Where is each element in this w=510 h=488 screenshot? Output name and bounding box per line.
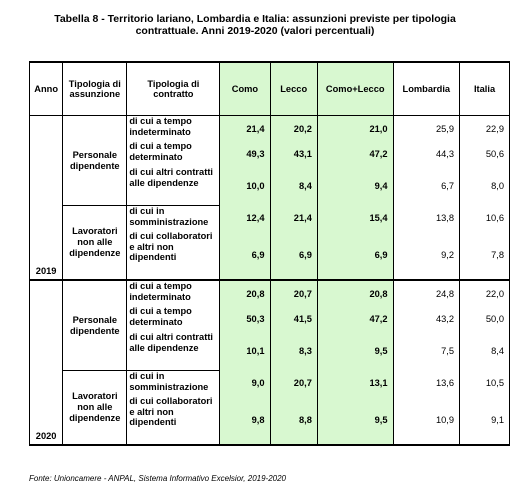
cell-lombardia: 6,7 bbox=[393, 167, 460, 206]
row-label: di cui in somministrazione bbox=[127, 206, 220, 232]
cell-como: 6,9 bbox=[220, 231, 270, 280]
row-label: di cui altri contratti alle dipendenze bbox=[127, 167, 220, 206]
group-cell: Personale dipendente bbox=[63, 116, 127, 206]
cell-como-lecco: 47,2 bbox=[317, 306, 393, 332]
cell-como-lecco: 9,5 bbox=[317, 332, 393, 371]
table-row bbox=[30, 116, 510, 142]
cell-italia: 22,9 bbox=[460, 116, 510, 142]
cell-lecco: 41,5 bbox=[270, 306, 317, 332]
cell-como: 12,4 bbox=[220, 206, 270, 232]
header-lombardia: Lombardia bbox=[393, 62, 460, 116]
row-label: di cui altri contratti alle dipendenze bbox=[127, 332, 220, 371]
cell-lombardia: 9,2 bbox=[393, 231, 460, 280]
table-title bbox=[0, 13, 510, 37]
header-como-lecco: Como+Lecco bbox=[317, 62, 393, 116]
data-table bbox=[29, 61, 510, 446]
table-title-line1: Tabella 8 - Territorio lariano, Lombardia e Italia: assunzioni previste per tipologia bbox=[54, 13, 456, 25]
source-note: Fonte: Unioncamere - ANPAL, Sistema Informativo Excelsior, 2019-2020 bbox=[29, 474, 287, 483]
row-label: di cui a tempo determinato bbox=[127, 141, 220, 167]
header-tipologia-assunzione: Tipologia di assunzione bbox=[63, 62, 127, 116]
header-row bbox=[30, 62, 510, 116]
header-tipologia-contratto: Tipologia di contratto bbox=[127, 62, 220, 116]
cell-lecco: 21,4 bbox=[270, 206, 317, 232]
cell-lecco: 20,2 bbox=[270, 116, 317, 142]
cell-como-lecco: 6,9 bbox=[317, 231, 393, 280]
cell-como: 10,0 bbox=[220, 167, 270, 206]
cell-lecco: 20,7 bbox=[270, 371, 317, 397]
cell-lecco: 8,8 bbox=[270, 396, 317, 445]
cell-como: 9,0 bbox=[220, 371, 270, 397]
year-cell: 2019 bbox=[30, 116, 63, 281]
cell-lecco: 8,4 bbox=[270, 167, 317, 206]
cell-como-lecco: 9,4 bbox=[317, 167, 393, 206]
cell-lecco: 8,3 bbox=[270, 332, 317, 371]
cell-lombardia: 7,5 bbox=[393, 332, 460, 371]
row-label: di cui in somministrazione bbox=[127, 371, 220, 397]
row-label: di cui a tempo indeterminato bbox=[127, 280, 220, 306]
cell-como: 9,8 bbox=[220, 396, 270, 445]
cell-lombardia: 43,2 bbox=[393, 306, 460, 332]
cell-italia: 7,8 bbox=[460, 231, 510, 280]
cell-lombardia: 24,8 bbox=[393, 280, 460, 306]
row-label: di cui a tempo indeterminato bbox=[127, 116, 220, 142]
cell-lombardia: 10,9 bbox=[393, 396, 460, 445]
cell-como: 49,3 bbox=[220, 141, 270, 167]
cell-como-lecco: 21,0 bbox=[317, 116, 393, 142]
cell-italia: 8,0 bbox=[460, 167, 510, 206]
group-cell: Personale dipendente bbox=[63, 280, 127, 371]
cell-lecco: 20,7 bbox=[270, 280, 317, 306]
cell-como-lecco: 47,2 bbox=[317, 141, 393, 167]
table-row bbox=[30, 371, 510, 397]
cell-como: 50,3 bbox=[220, 306, 270, 332]
cell-lecco: 43,1 bbox=[270, 141, 317, 167]
cell-italia: 50,6 bbox=[460, 141, 510, 167]
cell-italia: 8,4 bbox=[460, 332, 510, 371]
cell-lombardia: 25,9 bbox=[393, 116, 460, 142]
year-cell: 2020 bbox=[30, 280, 63, 445]
header-italia: Italia bbox=[460, 62, 510, 116]
cell-como: 10,1 bbox=[220, 332, 270, 371]
cell-italia: 50,0 bbox=[460, 306, 510, 332]
row-label: di cui collaboratori e altri non dipendenti bbox=[127, 231, 220, 280]
cell-como-lecco: 20,8 bbox=[317, 280, 393, 306]
cell-italia: 10,5 bbox=[460, 371, 510, 397]
group-cell: Lavoratori non alle dipendenze bbox=[63, 206, 127, 281]
cell-lecco: 6,9 bbox=[270, 231, 317, 280]
cell-como: 21,4 bbox=[220, 116, 270, 142]
cell-lombardia: 13,6 bbox=[393, 371, 460, 397]
cell-como-lecco: 15,4 bbox=[317, 206, 393, 232]
group-cell: Lavoratori non alle dipendenze bbox=[63, 371, 127, 446]
cell-lombardia: 13,8 bbox=[393, 206, 460, 232]
cell-como-lecco: 13,1 bbox=[317, 371, 393, 397]
table-title-line2: contrattuale. Anni 2019-2020 (valori percentuali) bbox=[135, 25, 375, 37]
table-row bbox=[30, 280, 510, 306]
cell-como: 20,8 bbox=[220, 280, 270, 306]
header-como: Como bbox=[220, 62, 270, 116]
cell-italia: 10,6 bbox=[460, 206, 510, 232]
cell-italia: 9,1 bbox=[460, 396, 510, 445]
table-row bbox=[30, 206, 510, 232]
cell-italia: 22,0 bbox=[460, 280, 510, 306]
cell-como-lecco: 9,5 bbox=[317, 396, 393, 445]
header-anno: Anno bbox=[30, 62, 63, 116]
row-label: di cui a tempo determinato bbox=[127, 306, 220, 332]
header-lecco: Lecco bbox=[270, 62, 317, 116]
row-label: di cui collaboratori e altri non dipendenti bbox=[127, 396, 220, 445]
cell-lombardia: 44,3 bbox=[393, 141, 460, 167]
